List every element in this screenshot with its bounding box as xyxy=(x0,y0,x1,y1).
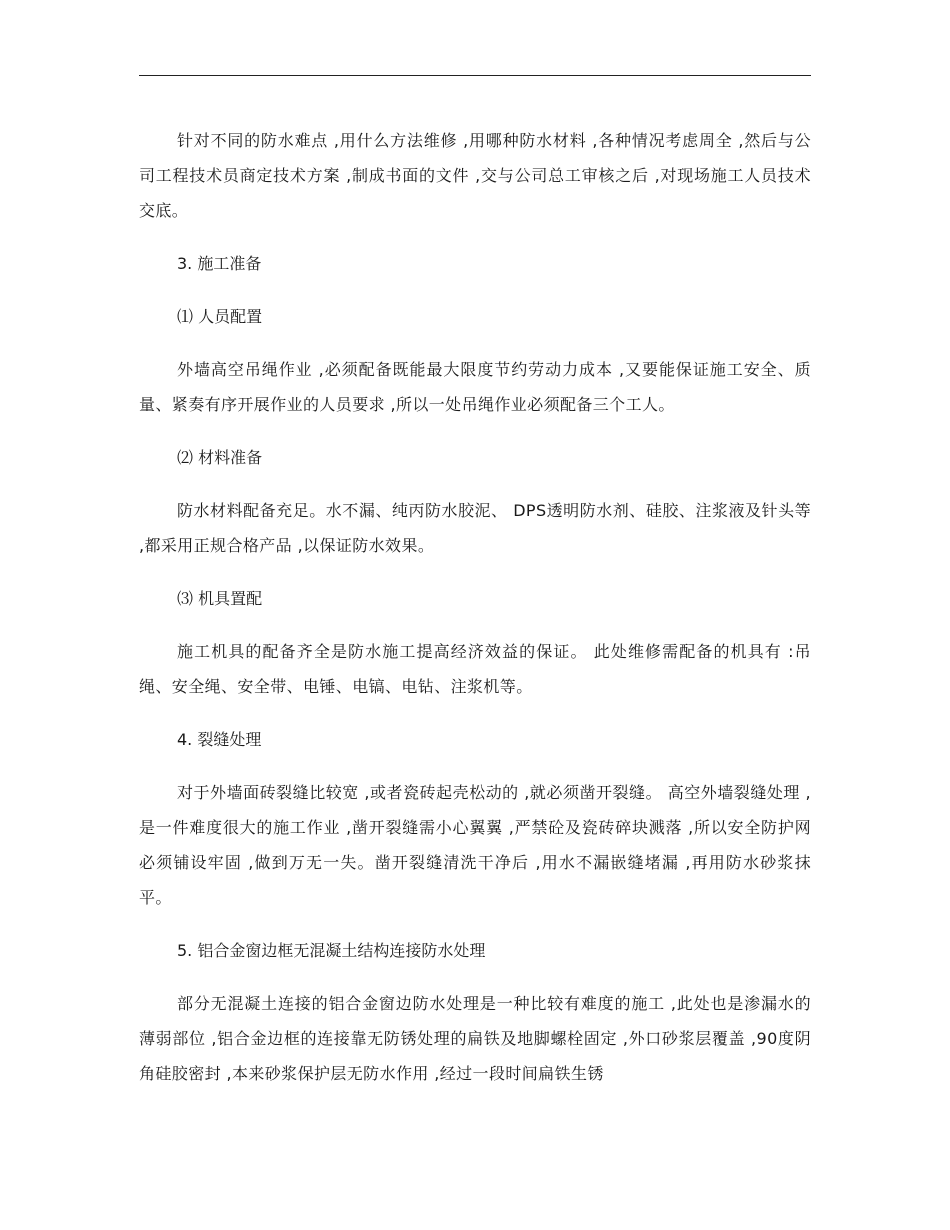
paragraph: 施工机具的配备齐全是防水施工提高经济效益的保证。 此处维修需配备的机具有 :吊绳、安全绳、安全带、电锤、电镐、电钻、注浆机等。 xyxy=(139,642,811,696)
document-body xyxy=(139,123,811,1091)
subsection-heading: ⑶ 机具置配 xyxy=(177,589,263,608)
section-heading: 4. 裂缝处理 xyxy=(177,730,262,749)
paragraph: 部分无混凝土连接的铝合金窗边防水处理是一种比较有难度的施工 ,此处也是渗漏水的薄弱部位 ,铝合金边框的连接靠无防锈处理的扁铁及地脚螺栓固定 ,外口砂浆层覆盖 ,90度阴角硅胶密封 ,本来砂浆保护层无防水作用 ,经过一段时间扁铁生锈 xyxy=(139,994,811,1083)
subsection-heading: ⑵ 材料准备 xyxy=(177,448,263,467)
subsection-heading: ⑴ 人员配置 xyxy=(177,307,263,326)
section-heading: 3. 施工准备 xyxy=(177,254,262,273)
paragraph: 防水材料配备充足。水不漏、纯丙防水胶泥、 DPS透明防水剂、硅胶、注浆液及针头等 ,都采用正规合格产品 ,以保证防水效果。 xyxy=(139,501,811,555)
paragraph: 对于外墙面砖裂缝比较宽 ,或者瓷砖起壳松动的 ,就必须凿开裂缝。 高空外墙裂缝处理 ,是一件难度很大的施工作业 ,凿开裂缝需小心翼翼 ,严禁砼及瓷砖碎块溅落 ,所以安全防护网必须铺设牢固 ,做到万无一失。凿开裂缝清洗干净后 ,用水不漏嵌缝堵漏 ,再用防水砂浆抹平。 xyxy=(139,783,811,907)
paragraph: 针对不同的防水难点 ,用什么方法维修 ,用哪种防水材料 ,各种情况考虑周全 ,然后与公司工程技术员商定技术方案 ,制成书面的文件 ,交与公司总工审核之后 ,对现场施工人员技术交底。 xyxy=(139,131,811,220)
section-heading: 5. 铝合金窗边框无混凝土结构连接防水处理 xyxy=(177,941,486,960)
header-rule xyxy=(139,75,811,76)
paragraph: 外墙高空吊绳作业 ,必须配备既能最大限度节约劳动力成本 ,又要能保证施工安全、质量、紧奏有序开展作业的人员要求 ,所以一处吊绳作业必须配备三个工人。 xyxy=(139,360,811,414)
